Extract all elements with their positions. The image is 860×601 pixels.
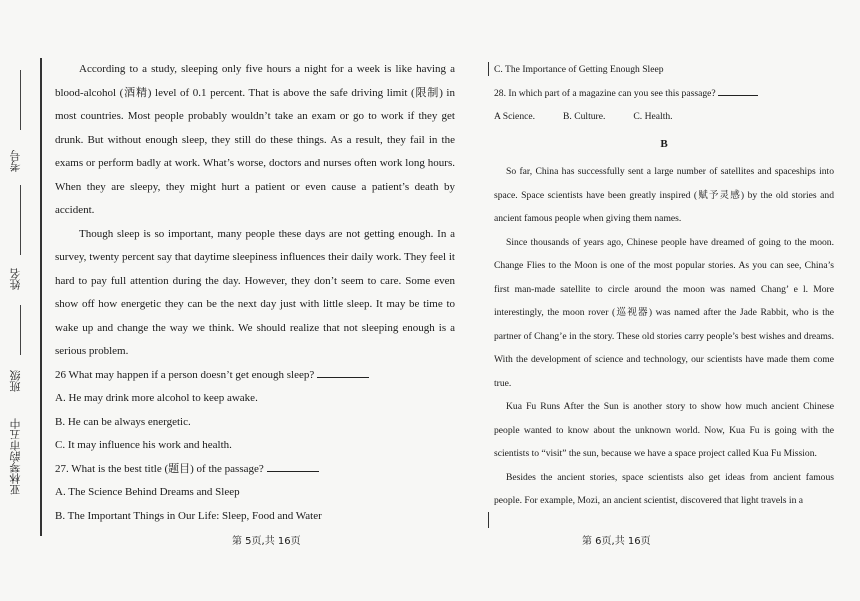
right-margin-mark [488,62,489,76]
q27-option-b: B. The Important Things in Our Life: Sleep, Food and Water [55,509,322,522]
q27-option-a: A. The Science Behind Dreams and Sleep [55,486,240,498]
q28-options [494,105,834,129]
question-26-text: 26 What may happen if a person doesn’t get enough sleep? [55,368,315,381]
margin-line [20,70,21,130]
page-number-left: 第 5页,共 16页 [232,536,301,547]
margin-line [20,185,21,255]
section-heading: B [660,137,668,150]
q28-option-b: B. Culture. [563,111,606,122]
right-margin-mark [488,512,489,528]
q26-option-c: C. It may influence his work and health. [55,439,232,451]
passage-b-paragraph-2: Since thousands of years ago, Chinese people have dreamed of going to the moon. Change Flies to the Moon is one of the most popular stories. As you can see, China’s first man-made satellite to circle around the moon was named Chang’ e l. More interestingly, the moon rover (巡视器) was named after the Jade Rabbit, who is the partner of Chang’e in the story. These old stories carry people’s best wishes and dreams. With the development of science and technology, our scientists have made them come true. [494,236,834,389]
left-column [55,58,455,528]
passage-b-paragraph-4: Besides the ancient stories, space scientists also get ideas from ancient famous people. For example, Mozi, an ancient scientist, discovered that light travels in a [494,471,834,506]
q26-option-a: A. He may drink more alcohol to keep awake. [55,392,258,404]
answer-blank [317,365,369,378]
q26-option-b: B. He can be always energetic. [55,415,191,428]
question-26 [55,364,455,388]
q28-option-c: C. Health. [633,111,673,122]
passage-b-paragraph-3: Kua Fu Runs After the Sun is another story to show how much ancient Chinese people wanted to know about the unknown world. Now, Kua Fu is going with the scientists to “visit” the sun, because we have a space project called Kua Fu Mission. [494,401,834,459]
question-28-text: 28. In which part of a magazine can you see this passage? [494,87,716,99]
q27-option-c: C. The Importance of Getting Enough Sleep [494,64,664,75]
school-label: 亚林琴韵市五中 [9,418,22,495]
question-27-text: 27. What is the best title (题目) of the passage? [55,462,264,475]
margin-divider [40,58,42,536]
question-28 [494,82,834,106]
answer-blank [718,83,758,96]
question-27 [55,458,455,482]
passage-b-paragraph-1: So far, China has successfully sent a large number of satellites and spaceships into space. Space scientists have been greatly inspired (赋予灵感) by the old stories and ancient famous people when giving them names. [494,166,834,224]
class-label: 班级 [9,370,22,392]
page-number-right: 第 6页,共 16页 [582,536,651,547]
exam-number-label: 考号 [9,150,22,172]
q28-option-a: A Science. [494,111,536,122]
name-label: 姓名 [9,268,22,290]
margin-line [20,305,21,355]
right-column [494,58,834,513]
answer-blank [267,459,319,472]
passage-a-paragraph-1: According to a study, sleeping only five hours a night for a week is like having a blood-alcohol (酒精) level of 0.1 percent. That is above the safe driving limit (限制) in most countries. Most people probably wouldn’t take an exam or go to work if they get drunk. But without enough sleep, they still do these things. As a result, they fail in the exams or perform badly at work. What’s worse, doctors and nurses often work long hours. When they are sleepy, they might hurt a patient or even cause a patient’s death by accident. [55,63,455,216]
binding-margin [0,0,40,601]
passage-a-paragraph-2: Though sleep is so important, many people these days are not getting enough. In a survey, twenty percent say that daytime sleepiness influences their daily work. They feel it hard to pay full attention during the day. However, they don’t seem to care. Some even show off how energetic they can be the next day just with little sleep. It may be time to wake up and change the way we think. We should realize that not sleeping enough is a serious problem. [55,227,455,357]
